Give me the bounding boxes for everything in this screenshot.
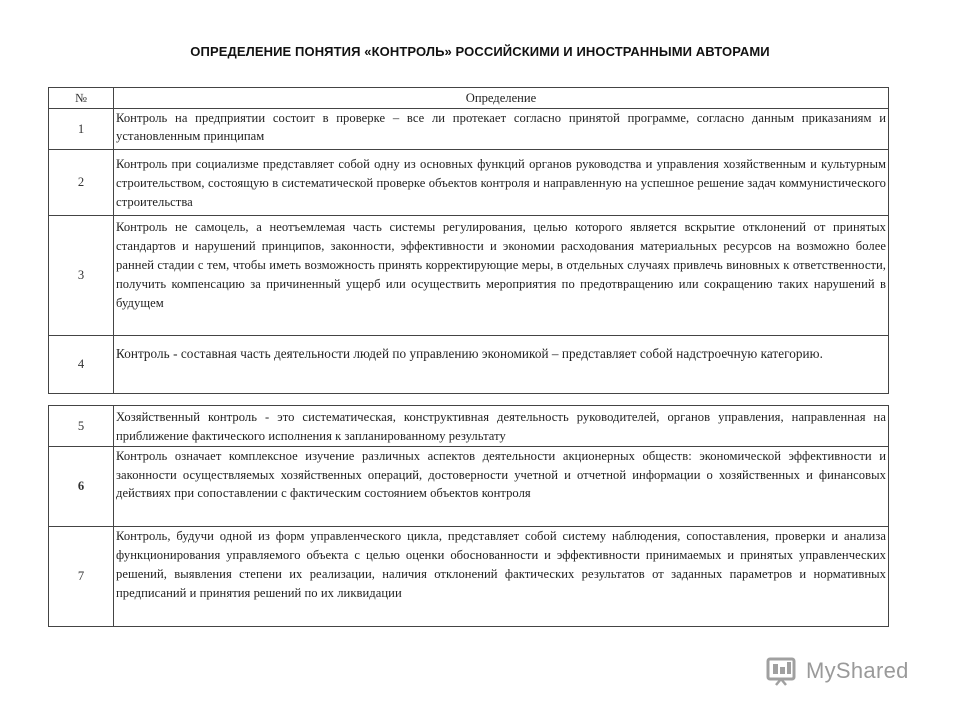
watermark-logo: [766, 656, 909, 686]
row-number: 2: [49, 150, 114, 216]
table-header-row: [49, 88, 889, 109]
row-number: 3: [49, 216, 114, 336]
row-number: 4: [49, 336, 114, 394]
table-row: [49, 109, 889, 150]
header-definition: Определение: [114, 88, 889, 109]
row-definition: Контроль, будучи одной из форм управленческого цикла, представляет собой систему наблюдения, сопоставления, проверки и анализа функционирования управляемого объекта с целью оценки обоснованности и эффективности принимаемых и принятых управленческих решений, выявления степени их реализации, наличия отклонений фактических результатов от заданных параметров и нормативных предписаний и принятия решений по их ликвидации: [114, 527, 889, 627]
row-definition: Контроль не самоцель, а неотъемлемая часть системы регулирования, целью которого является вскрытие отклонений от принятых стандартов и нарушений принципов, законности, эффективности и экономии расходования материальных ресурсов на возможно более ранней стадии с тем, чтобы иметь возможность принять корректирующие меры, в отдельных случаях привлечь виновных к ответственности, получить компенсацию за причиненный ущерб или осуществить мероприятия по предотвращению или сокращению таких нарушений в будущем: [114, 216, 889, 336]
table-row: [49, 406, 889, 447]
definitions-table-part1: [48, 87, 889, 394]
row-definition: Хозяйственный контроль - это систематическая, конструктивная деятельность руководителей, органов управления, направленная на приближение фактического исполнения к запланированному результату: [114, 406, 889, 447]
definitions-table-part2: [48, 405, 889, 627]
row-definition: Контроль означает комплексное изучение различных аспектов деятельности акционерных обществ: экономической эффективности и законности осуществляемых хозяйственных операций, достоверности учетной и отчетной информации о хозяйственных и финансовых действиях при сопоставлении с фактическим состоянием объектов контроля: [114, 447, 889, 527]
row-number: 6: [49, 447, 114, 527]
presentation-logo-icon: [766, 656, 800, 686]
page-title: ОПРЕДЕЛЕНИЕ ПОНЯТИЯ «КОНТРОЛЬ» РОССИЙСКИМИ И ИНОСТРАННЫМИ АВТОРАМИ: [190, 44, 770, 59]
row-definition: Контроль на предприятии состоит в проверке – все ли протекает согласно принятой программе, согласно данным приказаниям и установленным принципам: [114, 109, 889, 150]
row-number: 1: [49, 109, 114, 150]
table-row: [49, 336, 889, 394]
row-number: 7: [49, 527, 114, 627]
header-number: №: [49, 88, 114, 109]
table-row: [49, 527, 889, 627]
row-definition: Контроль при социализме представляет собой одну из основных функций органов руководства и управления хозяйственным и культурным строительством, состоящую в систематической проверке объектов контроля и направленную на успешное решение задач коммунистического строительства: [114, 150, 889, 216]
row-definition: Контроль - составная часть деятельности людей по управлению экономикой – представляет собой надстроечную категорию.: [114, 336, 889, 394]
table-row: [49, 150, 889, 216]
row-number: 5: [49, 406, 114, 447]
table-row: [49, 216, 889, 336]
table-row: [49, 447, 889, 527]
watermark-text: MyShared: [806, 658, 909, 683]
